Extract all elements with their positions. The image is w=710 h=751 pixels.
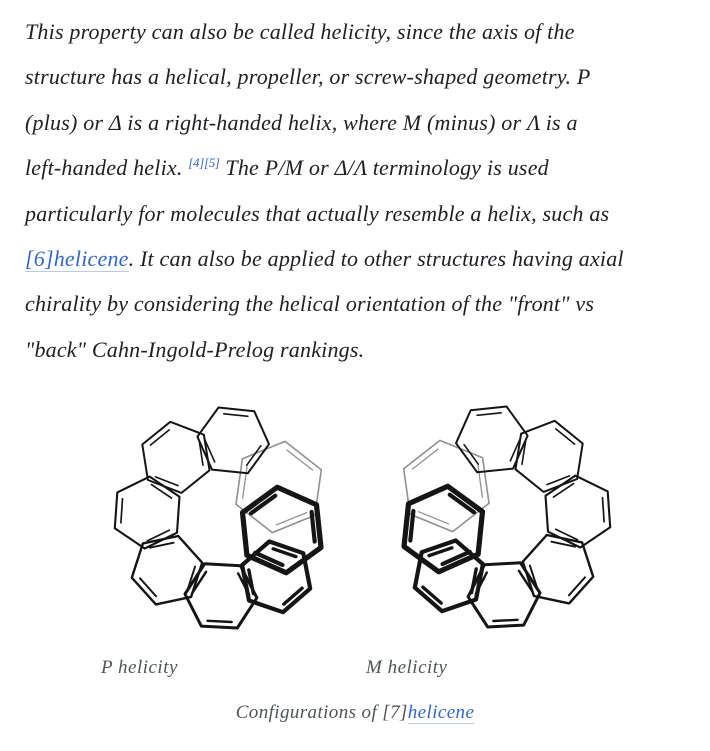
paragraph: [25, 0, 697, 372]
double-bond-line: [140, 578, 156, 596]
benzene-ring: [242, 542, 310, 613]
m-helicity-label: M helicity: [366, 657, 448, 678]
benzene-ring: [404, 486, 483, 572]
figure-caption: [0, 702, 710, 724]
caption-bracket: [7]: [382, 702, 408, 723]
double-bond-line: [556, 429, 575, 444]
text-line: [25, 145, 697, 190]
text-segment: (plus) or Δ is a right-handed helix, where M (minus) or Λ is a: [25, 109, 578, 135]
reference-links[interactable]: [4][5]: [188, 155, 220, 171]
double-bond-line: [493, 620, 517, 621]
text-segment: . It can also be applied to other structures having axial: [128, 245, 624, 271]
text-segment: left-handed helix.: [25, 155, 189, 181]
text-line: [25, 327, 697, 372]
p-helicity-label: P helicity: [101, 657, 178, 678]
text-segment: This property can also be called helicity, since the axis of the: [25, 19, 575, 44]
text-segment: chirality by considering the helical orientation of the "front" vs: [25, 291, 595, 317]
caption-text: Configurations of: [235, 702, 383, 723]
double-bond-line: [569, 577, 585, 595]
text-segment: The P/M or Δ/Λ terminology is used: [219, 155, 549, 181]
text-line: [25, 54, 697, 99]
double-bond-line: [208, 621, 232, 622]
m-helicene-structure: [375, 390, 625, 640]
p-helicene-structure: [100, 391, 350, 641]
double-bond-line: [121, 499, 123, 523]
double-bond-line: [277, 513, 307, 525]
benzene-ring: [415, 541, 483, 612]
double-bond-line: [150, 430, 169, 445]
double-bond-line: [151, 485, 171, 499]
text-line: [25, 281, 697, 326]
double-bond-line: [249, 570, 254, 594]
double-bond-line: [472, 569, 477, 593]
benzene-ring: [516, 421, 583, 492]
double-bond-line: [477, 413, 501, 416]
text-line: [25, 100, 697, 145]
double-bond-line: [243, 466, 248, 498]
benzene-ring: [142, 422, 209, 493]
text-line: [25, 236, 697, 281]
text-segment: "back" Cahn-Ingold-Prelog rankings.: [25, 336, 365, 362]
benzene-ring: [523, 535, 593, 603]
benzene-ring: [243, 487, 322, 573]
double-bond-line: [419, 512, 449, 524]
double-bond-line: [224, 414, 248, 417]
double-bond-line: [478, 465, 483, 497]
helicene-6-link[interactable]: [6]helicene: [25, 245, 129, 271]
benzene-ring: [132, 536, 202, 604]
double-bond-line: [554, 484, 574, 498]
double-bond-line: [603, 498, 605, 522]
text-segment: particularly for molecules that actually resemble a helix, such as: [25, 200, 610, 226]
text-line: [25, 9, 697, 54]
helicene-link[interactable]: helicene: [407, 702, 475, 723]
text-segment: structure has a helical, propeller, or screw-shaped geometry. P: [25, 64, 591, 90]
text-line: [25, 191, 697, 236]
